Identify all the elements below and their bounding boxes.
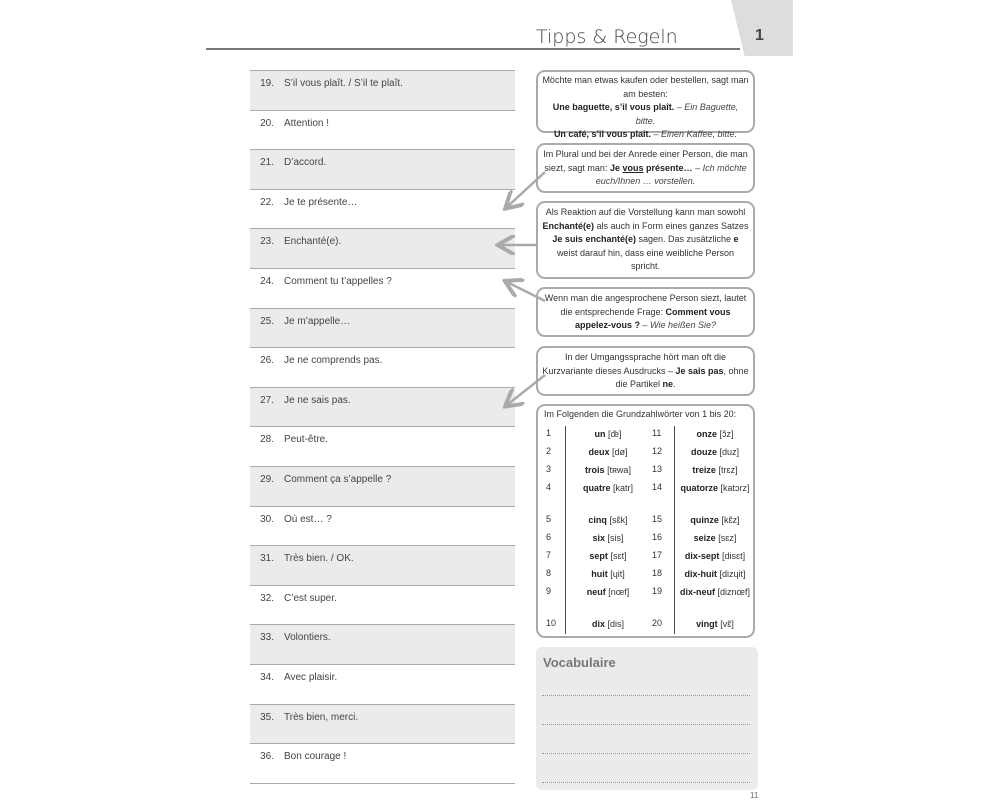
phrase-text: Comment tu t’appelles ? bbox=[284, 275, 392, 287]
note-translation: – Ein Baguette, bitte. bbox=[635, 102, 739, 126]
phrase-number: 24. bbox=[260, 275, 274, 287]
number-word bbox=[569, 532, 647, 544]
phrase-number: 20. bbox=[260, 117, 274, 129]
number-word-text: douze bbox=[690, 447, 717, 457]
number-word-text: six bbox=[592, 533, 605, 543]
note-translation: – Einen Kaffee, bitte. bbox=[653, 129, 738, 139]
number-digit: 18 bbox=[652, 568, 663, 578]
column-divider bbox=[565, 426, 566, 634]
number-word-text: huit bbox=[591, 569, 608, 579]
note-text: Im Plural und bei der Anrede einer Person, die man siezt, sagt man: bbox=[543, 149, 748, 173]
number-word bbox=[569, 514, 647, 526]
number-word bbox=[676, 428, 754, 440]
number-digit: 7 bbox=[546, 550, 552, 560]
number-pronunciation: [ɔ̃z] bbox=[719, 429, 734, 439]
numbers-table bbox=[536, 404, 755, 638]
number-pronunciation: [œ̃] bbox=[608, 429, 622, 439]
number-digit: 1 bbox=[546, 428, 552, 438]
number-digit: 16 bbox=[652, 532, 663, 542]
number-word-text: quatre bbox=[582, 483, 611, 493]
phrase-text: Je te présente… bbox=[284, 196, 358, 208]
number-pronunciation: [katr] bbox=[613, 483, 634, 493]
number-digit: 15 bbox=[652, 514, 663, 524]
note-example-underlined: vous bbox=[622, 162, 644, 173]
note-translation: – Wie heißen Sie? bbox=[642, 320, 716, 330]
phrase-number: 26. bbox=[260, 355, 274, 367]
number-pronunciation: [ɥit] bbox=[610, 569, 625, 579]
number-word-text: seize bbox=[693, 533, 716, 543]
vocabulary-box bbox=[536, 647, 758, 790]
phrase-number: 25. bbox=[260, 315, 274, 327]
phrase-row bbox=[250, 387, 515, 427]
note-enchante bbox=[536, 201, 755, 279]
number-word-text: neuf bbox=[586, 587, 606, 597]
chapter-number: 1 bbox=[755, 27, 764, 44]
number-word-text: un bbox=[594, 429, 606, 439]
phrase-row bbox=[250, 347, 515, 387]
phrase-text: Bon courage ! bbox=[284, 751, 347, 763]
number-digit: 13 bbox=[652, 464, 663, 474]
writing-line bbox=[542, 724, 750, 725]
number-word bbox=[676, 618, 754, 630]
note-example: Une baguette, s’il vous plaît. bbox=[552, 102, 675, 112]
phrase-row bbox=[250, 545, 515, 585]
phrase-row bbox=[250, 585, 515, 625]
phrase-list bbox=[250, 70, 515, 784]
number-word-text: treize bbox=[692, 465, 716, 475]
number-pronunciation: [disɛt] bbox=[721, 551, 746, 561]
phrase-text: C’est super. bbox=[284, 592, 337, 604]
number-word bbox=[676, 550, 754, 562]
page-title: Tipps & Regeln bbox=[536, 26, 678, 48]
number-pronunciation: [sɛt] bbox=[610, 551, 627, 561]
number-digit: 2 bbox=[546, 446, 552, 456]
number-word-text: quatorze bbox=[680, 483, 718, 493]
number-pronunciation: [tʀwa] bbox=[607, 465, 631, 475]
phrase-text: Avec plaisir. bbox=[284, 671, 338, 683]
phrase-number: 27. bbox=[260, 394, 274, 406]
phrase-row bbox=[250, 110, 515, 150]
number-pronunciation: [vɛ̃] bbox=[720, 619, 734, 629]
note-bold: ne bbox=[662, 379, 674, 389]
number-word bbox=[569, 482, 647, 494]
number-word bbox=[676, 514, 754, 526]
phrase-row bbox=[250, 268, 515, 308]
number-digit: 8 bbox=[546, 568, 552, 578]
number-pronunciation: [sɛz] bbox=[718, 533, 737, 543]
number-digit: 14 bbox=[652, 482, 663, 492]
number-digit: 11 bbox=[652, 428, 662, 438]
writing-line bbox=[542, 753, 750, 754]
note-text: Wenn man die angesprochene Person siezt, lautet die entsprechende Frage: bbox=[544, 293, 747, 317]
number-word bbox=[569, 446, 647, 458]
number-digit: 20 bbox=[652, 618, 663, 628]
number-word bbox=[676, 482, 754, 494]
phrase-row bbox=[250, 149, 515, 189]
phrase-number: 23. bbox=[260, 236, 274, 248]
note-example: Je bbox=[609, 162, 620, 173]
note-umgangssprache bbox=[536, 346, 755, 396]
number-digit: 10 bbox=[546, 618, 557, 628]
page-number: 11 bbox=[750, 791, 759, 800]
phrase-row bbox=[250, 308, 515, 348]
note-text: Möchte man etwas kaufen oder bestellen, sagt man am besten: bbox=[542, 75, 749, 99]
number-digit: 9 bbox=[546, 586, 552, 596]
number-digit: 4 bbox=[546, 482, 552, 492]
phrase-number: 35. bbox=[260, 711, 274, 723]
writing-line bbox=[542, 695, 750, 696]
phrase-text: Volontiers. bbox=[284, 632, 331, 644]
phrase-text: D’accord. bbox=[284, 157, 327, 169]
phrase-number: 32. bbox=[260, 592, 274, 604]
writing-line bbox=[542, 782, 750, 783]
number-pronunciation: [dis] bbox=[607, 619, 625, 629]
number-pronunciation: [sɛ̃k] bbox=[609, 515, 628, 525]
phrase-text: S’il vous plaît. / S’il te plaît. bbox=[284, 78, 403, 89]
note-bold: Je sais pas bbox=[675, 365, 724, 376]
number-pronunciation: [sis] bbox=[607, 533, 624, 543]
phrase-number: 29. bbox=[260, 473, 274, 485]
note-translation: – Ich möchte euch/Ihnen … vorstellen. bbox=[595, 162, 747, 186]
phrase-number: 21. bbox=[260, 157, 274, 169]
number-pronunciation: [nœf] bbox=[608, 587, 630, 597]
number-word bbox=[569, 586, 647, 598]
number-word bbox=[569, 618, 647, 630]
phrase-number: 34. bbox=[260, 671, 274, 683]
phrase-row bbox=[250, 426, 515, 466]
number-word bbox=[569, 568, 647, 580]
number-word-text: vingt bbox=[696, 619, 718, 629]
number-word-text: cinq bbox=[588, 515, 607, 525]
number-pronunciation: [dizɥit] bbox=[719, 569, 746, 579]
note-bold: Comment vous appelez-vous ? bbox=[575, 306, 731, 330]
number-digit: 5 bbox=[546, 514, 552, 524]
column-divider bbox=[674, 426, 675, 634]
number-pronunciation: [duz] bbox=[719, 447, 740, 457]
phrase-row bbox=[250, 189, 515, 229]
phrase-number: 22. bbox=[260, 196, 274, 208]
phrase-text: Peut-être. bbox=[284, 434, 328, 446]
phrase-number: 31. bbox=[260, 553, 274, 565]
number-pronunciation: [diznœf] bbox=[717, 587, 751, 597]
phrase-row bbox=[250, 70, 515, 110]
note-bold: e bbox=[733, 234, 739, 244]
vocabulary-title: Vocabulaire bbox=[543, 655, 616, 670]
numbers-caption: Im Folgenden die Grundzahlwörter von 1 bis 20: bbox=[544, 409, 737, 419]
phrase-row bbox=[250, 228, 515, 268]
number-digit: 17 bbox=[652, 550, 663, 560]
number-digit: 12 bbox=[652, 446, 663, 456]
number-word bbox=[676, 446, 754, 458]
number-pronunciation: [trɛz] bbox=[718, 465, 738, 475]
number-word bbox=[676, 464, 754, 476]
note-text: weist darauf hin, dass eine weibliche Person spricht. bbox=[556, 247, 735, 271]
phrase-row bbox=[250, 743, 515, 784]
phrase-text: Où est… ? bbox=[284, 513, 332, 525]
number-pronunciation: [dø] bbox=[612, 447, 628, 457]
note-plural bbox=[536, 143, 755, 193]
number-word-text: dix-neuf bbox=[679, 587, 715, 597]
number-digit: 6 bbox=[546, 532, 552, 542]
note-text: , ohne die Partikel bbox=[615, 365, 749, 389]
note-text: Als Reaktion auf die Vorstellung kann man sowohl bbox=[545, 207, 746, 217]
number-word bbox=[676, 586, 754, 598]
phrase-number: 28. bbox=[260, 434, 274, 446]
phrase-number: 30. bbox=[260, 513, 274, 525]
number-word-text: deux bbox=[588, 447, 610, 457]
number-word-text: dix-huit bbox=[684, 569, 717, 579]
number-pronunciation: [kɛ̃z] bbox=[721, 515, 740, 525]
note-bold: Je suis enchanté(e) bbox=[552, 234, 636, 244]
number-word-text: quinze bbox=[690, 515, 719, 525]
number-word bbox=[569, 550, 647, 562]
number-word bbox=[569, 464, 647, 476]
phrase-row bbox=[250, 506, 515, 546]
note-siezen bbox=[536, 287, 755, 337]
phrase-text: Très bien. / OK. bbox=[284, 553, 354, 565]
phrase-text: Je ne comprends pas. bbox=[284, 355, 383, 367]
note-example: Un café, s’il vous plaît. bbox=[553, 129, 651, 139]
phrase-text: Comment ça s’appelle ? bbox=[284, 473, 392, 485]
note-example: présente… bbox=[646, 162, 693, 173]
number-digit: 3 bbox=[546, 464, 552, 474]
phrase-text: Très bien, merci. bbox=[284, 711, 359, 723]
phrase-text: Attention ! bbox=[284, 117, 330, 129]
phrase-row bbox=[250, 704, 515, 744]
phrase-text: Enchanté(e). bbox=[284, 236, 342, 248]
number-word bbox=[676, 532, 754, 544]
phrase-row bbox=[250, 624, 515, 664]
number-word-text: sept bbox=[589, 551, 608, 561]
note-ordering bbox=[536, 70, 755, 139]
number-word-text: onze bbox=[696, 429, 717, 439]
note-text: als auch in Form eines ganzes Satzes bbox=[596, 220, 749, 231]
note-text: In der Umgangssprache hört man oft die Kurzvariante dieses Ausdrucks – bbox=[542, 352, 727, 376]
header-rule bbox=[206, 48, 740, 50]
note-text: . bbox=[673, 379, 676, 389]
phrase-text: Je m’appelle… bbox=[284, 315, 351, 327]
number-word bbox=[676, 568, 754, 580]
phrase-number: 36. bbox=[260, 751, 274, 763]
number-pronunciation: [katɔrz] bbox=[720, 483, 750, 493]
note-bold: Enchanté(e) bbox=[542, 220, 594, 231]
phrase-row bbox=[250, 466, 515, 506]
phrase-row bbox=[250, 664, 515, 704]
number-digit: 19 bbox=[652, 586, 663, 596]
number-word-text: dix-sept bbox=[684, 551, 720, 561]
phrase-number: 33. bbox=[260, 632, 274, 644]
number-word bbox=[569, 428, 647, 440]
number-word-text: trois bbox=[585, 465, 605, 475]
note-text: sagen. Das zusätzliche bbox=[638, 234, 732, 244]
phrase-text: Je ne sais pas. bbox=[284, 394, 351, 406]
number-word-text: dix bbox=[591, 619, 605, 629]
phrase-number: 19. bbox=[260, 78, 274, 89]
